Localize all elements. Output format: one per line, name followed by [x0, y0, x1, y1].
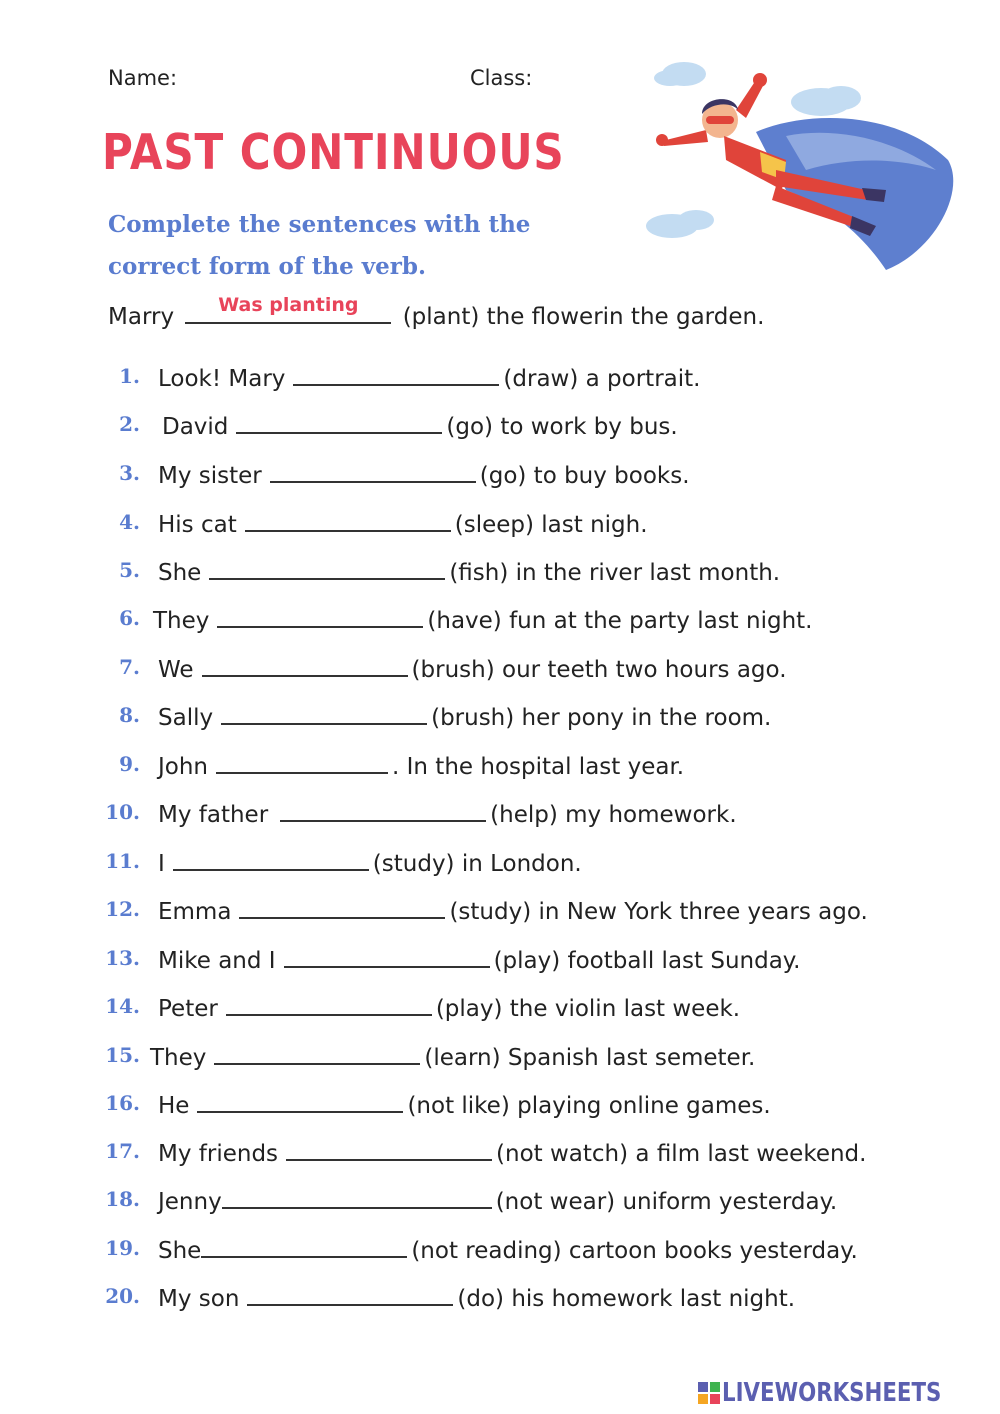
exercise-sentence	[158, 893, 868, 925]
answer-blank-input[interactable]	[270, 457, 476, 483]
exercise-item	[0, 1083, 1000, 1123]
exercise-number: 3.	[119, 461, 140, 485]
exercise-number: 15.	[105, 1043, 140, 1067]
answer-blank-input[interactable]	[247, 1280, 453, 1306]
exercise-number: 7.	[119, 655, 140, 679]
exercise-number: 16.	[105, 1091, 140, 1115]
answer-blank-input[interactable]	[236, 408, 442, 434]
exercise-subject: They	[153, 608, 210, 634]
exercise-rest: (study) in London.	[372, 851, 582, 877]
exercise-number: 2.	[119, 412, 140, 436]
class-label: Class:	[470, 66, 533, 90]
exercise-sentence	[158, 506, 648, 538]
exercise-item	[0, 453, 1000, 493]
exercise-item	[0, 1131, 1000, 1171]
hero-arm	[664, 130, 708, 146]
exercise-number: 12.	[105, 897, 140, 921]
answer-blank-input[interactable]	[284, 942, 490, 968]
exercise-subject: I	[158, 851, 165, 877]
superhero-illustration	[636, 40, 966, 280]
exercise-item	[0, 938, 1000, 978]
exercise-rest: (not like) playing online games.	[407, 1093, 771, 1119]
exercise-number: 14.	[105, 994, 140, 1018]
exercise-item	[0, 598, 1000, 638]
answer-blank-input[interactable]	[280, 796, 486, 822]
answer-blank-input[interactable]	[202, 651, 408, 677]
exercise-rest: . In the hospital last year.	[392, 754, 685, 780]
exercise-sentence	[158, 457, 690, 489]
exercise-number: 4.	[119, 510, 140, 534]
example-rest: (plant) the flowerin the garden.	[402, 304, 765, 330]
exercise-number: 5.	[119, 558, 140, 582]
example-subject: Marry	[108, 304, 175, 330]
exercise-rest: (study) in New York three years ago.	[449, 899, 868, 925]
liveworksheets-logo-text: LIVEWORKSHEETS	[722, 1378, 942, 1408]
exercise-rest: (not reading) cartoon books yesterday.	[411, 1238, 858, 1264]
exercise-subject: Look! Mary	[158, 366, 286, 392]
exercise-rest: (do) his homework last night.	[457, 1286, 796, 1312]
exercise-sentence	[162, 408, 678, 440]
exercise-rest: (fish) in the river last month.	[449, 560, 781, 586]
exercise-number: 20.	[105, 1284, 140, 1308]
exercise-rest: (go) to work by bus.	[446, 414, 678, 440]
answer-blank-input[interactable]	[173, 845, 369, 871]
exercise-subject: He	[158, 1093, 190, 1119]
exercise-subject: My son	[158, 1286, 240, 1312]
exercise-subject: Jenny	[158, 1189, 222, 1215]
exercise-sentence	[158, 554, 780, 586]
name-label: Name:	[108, 66, 178, 90]
answer-blank-input[interactable]	[209, 554, 445, 580]
exercise-subject: She	[158, 1238, 202, 1264]
exercise-number: 18.	[105, 1187, 140, 1211]
answer-blank-input[interactable]	[293, 360, 499, 386]
answer-blank-input[interactable]	[226, 990, 432, 1016]
exercise-sentence	[158, 651, 787, 683]
exercise-sentence	[150, 1039, 755, 1071]
exercise-rest: (have) fun at the party last night.	[427, 608, 813, 634]
exercise-subject: His cat	[158, 512, 237, 538]
exercise-sentence	[158, 990, 740, 1022]
exercise-rest: (go) to buy books.	[479, 463, 690, 489]
exercise-item	[0, 356, 1000, 396]
exercise-number: 9.	[119, 752, 140, 776]
exercise-item	[0, 889, 1000, 929]
exercise-subject: My sister	[158, 463, 262, 489]
exercise-subject: She	[158, 560, 202, 586]
exercise-subject: We	[158, 657, 194, 683]
exercise-rest: (not wear) uniform yesterday.	[495, 1189, 838, 1215]
exercise-sentence	[158, 845, 582, 877]
answer-blank-input[interactable]	[201, 1232, 407, 1258]
liveworksheets-logo-icon	[698, 1382, 720, 1404]
exercise-item	[0, 744, 1000, 784]
exercise-item	[0, 792, 1000, 832]
exercise-subject: Peter	[158, 996, 218, 1022]
example-sentence	[108, 294, 765, 330]
exercise-item	[0, 695, 1000, 735]
exercise-rest: (help) my homework.	[490, 802, 737, 828]
exercise-item	[0, 502, 1000, 542]
exercise-sentence	[158, 748, 684, 780]
exercise-sentence	[158, 796, 737, 828]
exercise-rest: (brush) her pony in the room.	[431, 705, 772, 731]
exercise-sentence	[153, 602, 812, 634]
exercise-sentence	[158, 699, 771, 731]
exercise-number: 10.	[105, 800, 140, 824]
answer-blank-input[interactable]	[214, 1039, 420, 1065]
answer-blank-input[interactable]	[222, 1183, 492, 1209]
exercise-item	[0, 404, 1000, 444]
exercise-rest: (learn) Spanish last semeter.	[424, 1045, 756, 1071]
exercise-sentence	[158, 360, 700, 392]
exercise-item	[0, 1276, 1000, 1316]
exercise-subject: John	[158, 754, 209, 780]
exercise-item	[0, 841, 1000, 881]
exercise-sentence	[158, 1183, 837, 1215]
exercise-subject: Mike and I	[158, 948, 276, 974]
exercise-item	[0, 647, 1000, 687]
answer-blank-input[interactable]	[286, 1135, 492, 1161]
exercise-subject: Sally	[158, 705, 214, 731]
exercise-rest: (not watch) a film last weekend.	[496, 1141, 867, 1167]
answer-blank-input[interactable]	[245, 506, 451, 532]
exercise-number: 11.	[105, 849, 140, 873]
exercise-item	[0, 1035, 1000, 1075]
exercise-number: 13.	[105, 946, 140, 970]
exercise-subject: They	[150, 1045, 207, 1071]
exercise-rest: (play) the violin last week.	[435, 996, 741, 1022]
exercise-number: 1.	[119, 364, 140, 388]
exercise-subject: My friends	[158, 1141, 279, 1167]
exercise-sentence	[158, 942, 800, 974]
exercise-rest: (draw) a portrait.	[503, 366, 701, 392]
exercise-item	[0, 986, 1000, 1026]
exercise-item	[0, 1228, 1000, 1268]
exercise-sentence	[158, 1087, 771, 1119]
exercise-rest: (sleep) last nigh.	[454, 512, 648, 538]
exercise-number: 17.	[105, 1139, 140, 1163]
answer-blank-input[interactable]	[216, 748, 388, 774]
example-answer-blank	[185, 294, 391, 324]
exercise-item	[0, 550, 1000, 590]
answer-blank-input[interactable]	[221, 699, 427, 725]
exercise-rest: (play) football last Sunday.	[493, 948, 801, 974]
exercise-sentence	[158, 1135, 866, 1167]
exercise-number: 19.	[105, 1236, 140, 1260]
instruction-text: Complete the sentences with the correct form of the verb.	[108, 211, 531, 280]
answer-blank-input[interactable]	[239, 893, 445, 919]
exercise-subject: My father	[158, 802, 269, 828]
exercise-number: 8.	[119, 703, 140, 727]
worksheet-title: PAST CONTINUOUS	[102, 124, 565, 181]
exercise-item	[0, 1179, 1000, 1219]
exercise-subject: Emma	[158, 899, 232, 925]
example-answer: Was planting	[218, 294, 359, 316]
answer-blank-input[interactable]	[197, 1087, 403, 1113]
exercise-number: 6.	[119, 606, 140, 630]
exercise-rest: (brush) our teeth two hours ago.	[411, 657, 787, 683]
exercise-sentence	[158, 1280, 795, 1312]
exercise-sentence	[158, 1232, 858, 1264]
exercise-subject: David	[162, 414, 229, 440]
answer-blank-input[interactable]	[217, 602, 423, 628]
